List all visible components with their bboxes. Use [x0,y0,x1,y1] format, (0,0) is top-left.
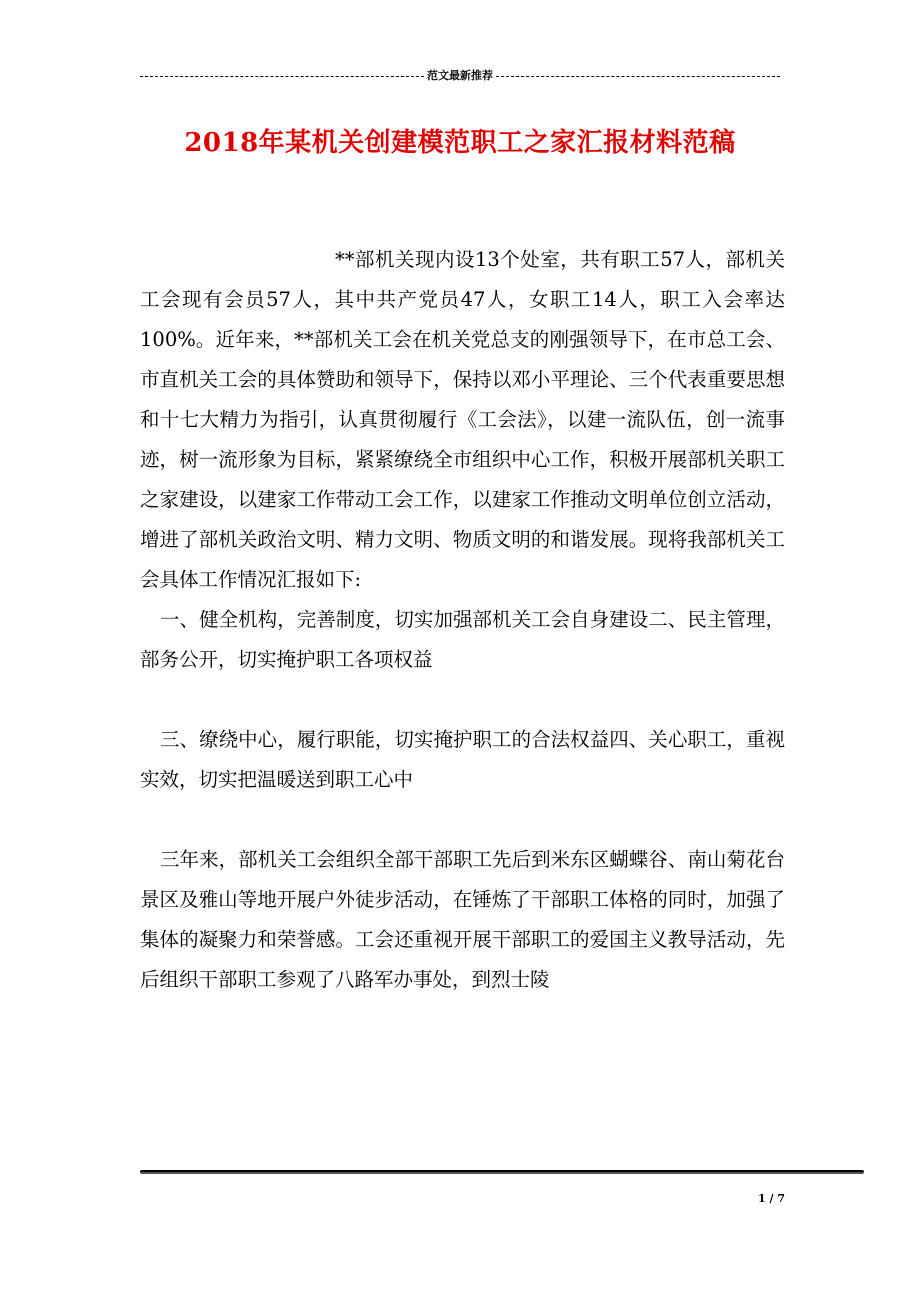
paragraph-section-1-2: 一、健全机构，完善制度，切实加强部机关工会自身建设二、民主管理，部务公开，切实掩护职工各项权益 [140,608,785,671]
footer-rule [140,1170,864,1174]
paragraph-gap [140,680,785,720]
document-title: 2018年某机关创建模范职工之家汇报材料范稿 [184,128,736,158]
page-number: 1 / 7 [758,1192,785,1205]
header-label: 范文最新推荐 [427,69,493,82]
header-dash-right [496,76,780,77]
header-dash-left [140,76,424,77]
page-header [140,68,780,84]
paragraph-gap [140,800,785,840]
paragraph-activities: 三年来，部机关工会组织全部干部职工先后到米东区蝴蝶谷、南山菊花台景区及雅山等地开展户外徒步活动，在锤炼了干部职工体格的同时，加强了集体的凝聚力和荣誉感。工会还重视开展干部职工的爱国主义教导活动，先后组织干部职工参观了八路军办事处，到烈士陵 [140,848,785,991]
paragraph-intro: **部机关现内设13个处室，共有职工57人，部机关工会现有会员57人，其中共产党员47人，女职工14人，职工入会率达100%。近年来，**部机关工会在机关党总支的刚强领导下，在市总工会、市直机关工会的具体赞助和领导下，保持以邓小平理论、三个代表重要思想和十七大精力为指引，认真贯彻履行《工会法》，以建一流队伍，创一流事迹，树一流形象为目标，紧紧缭绕全市组织中心工作，积极开展部机关职工之家建设，以建家工作带动工会工作，以建家工作推动文明单位创立活动，增进了部机关政治文明、精力文明、物质文明的和谐发展。现将我部机关工会具体工作情况汇报如下: [140,248,785,591]
paragraph-section-3-4: 三、缭绕中心，履行职能，切实掩护职工的合法权益四、关心职工，重视实效，切实把温暖送到职工心中 [140,728,785,791]
document-body [140,240,785,1000]
